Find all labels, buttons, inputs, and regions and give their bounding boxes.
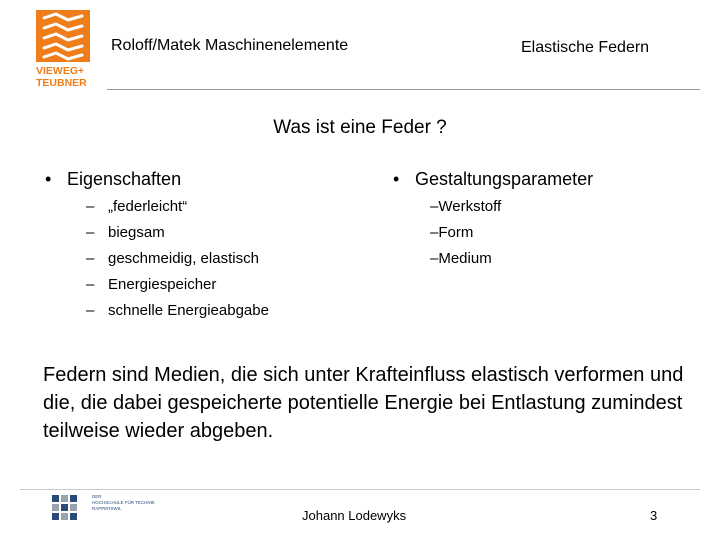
list-item [86, 276, 269, 302]
design-parameters-list [430, 198, 501, 276]
list-item [86, 198, 269, 224]
list-item [86, 302, 269, 328]
header-course-title: Roloff/Matek Maschinenelemente [111, 37, 349, 54]
logo-line: HOCHSCHULE FÜR TECHNIK [92, 500, 155, 505]
dash-icon: – [86, 302, 95, 319]
properties-list [86, 198, 269, 328]
list-item-text: geschmeidig, elastisch [108, 250, 259, 267]
slide-title: Was ist eine Feder ? [273, 117, 447, 138]
dash-icon: – [86, 198, 95, 215]
dash-icon: – [86, 276, 95, 293]
properties-heading-text: Eigenschaften [67, 169, 182, 189]
properties-heading [45, 169, 181, 190]
list-item [86, 250, 269, 276]
logo-line: DER [92, 494, 102, 499]
logo-line: RAPPERSWIL [92, 506, 122, 511]
footer-author: Johann Lodewyks [302, 508, 407, 523]
design-parameters-heading [393, 169, 593, 190]
footer-divider [20, 489, 700, 490]
vieweg-teubner-logo [36, 10, 90, 90]
list-item-text: Energiespeicher [108, 276, 217, 293]
bullet-icon: • [393, 169, 400, 189]
header-divider [107, 89, 700, 90]
list-item-text: „federleicht“ [108, 198, 188, 215]
dash-icon: – [86, 224, 95, 241]
design-parameters-heading-text: Gestaltungsparameter [415, 169, 594, 189]
bullet-icon: • [45, 169, 52, 189]
list-item: –Werkstoff [430, 198, 502, 215]
spring-definition: Federn sind Medien, die sich unter Krafteinfluss elastisch verformen und die, die dabei gespeicherte potentielle Energie bei Entlastung zumindest teilweise wieder abgeben. [43, 364, 684, 442]
page-number: 3 [650, 508, 658, 523]
header-chapter-title: Elastische Federn [521, 39, 650, 56]
list-item [86, 224, 269, 250]
logo-text-line2: TEUBNER [36, 77, 87, 89]
list-item: –Medium [430, 250, 492, 267]
dash-icon: – [86, 250, 95, 267]
university-logo-text [92, 494, 155, 512]
list-item: –Form [430, 224, 474, 241]
list-item-text: biegsam [108, 224, 165, 241]
logo-text-line1: VIEWEG+ [36, 65, 85, 77]
list-item-text: schnelle Energieabgabe [108, 302, 269, 319]
